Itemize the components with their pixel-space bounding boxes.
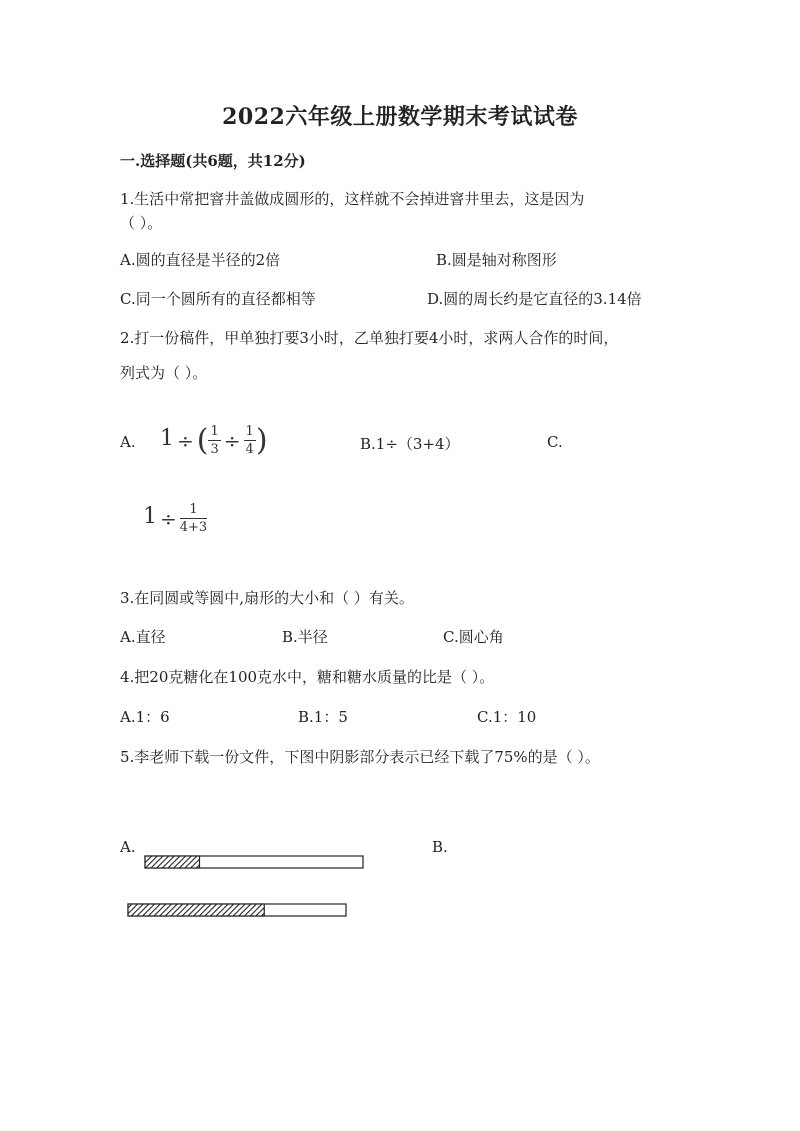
- fraction-one-third: [208, 425, 220, 456]
- question-1-blank: （ ）。: [120, 214, 163, 232]
- q1-option-a[interactable]: A.圆的直径是半径的2倍: [120, 251, 281, 269]
- bar-b-shaded: [128, 904, 264, 916]
- page-title: 2022六年级上册数学期末考试试卷: [222, 104, 578, 130]
- fraction-denominator: 3: [210, 442, 219, 457]
- right-paren: ): [255, 423, 268, 458]
- divide-sign: ÷: [223, 428, 241, 453]
- q2-option-a-formula: [160, 423, 268, 458]
- question-2-text: 2.打一份稿件，甲单独打要3小时，乙单独打要4小时，求两人合作的时间，: [120, 329, 619, 347]
- question-1-text: 1.生活中常把窨井盖做成圆形的，这样就不会掉进窨井里去，这是因为: [120, 190, 585, 208]
- q3-option-c[interactable]: C.圆心角: [443, 628, 504, 646]
- q4-option-b[interactable]: B.1：5: [298, 708, 348, 726]
- formula-one: 1: [160, 426, 174, 451]
- bar-b-outline: [128, 904, 346, 916]
- fraction-denominator: 4: [245, 442, 254, 457]
- divide-sign: ÷: [160, 506, 177, 531]
- fraction-numerator: 1: [210, 424, 219, 439]
- section-heading: 一.选择题(共6题，共12分): [120, 152, 306, 170]
- left-paren: (: [196, 423, 209, 458]
- divide-sign: ÷: [177, 428, 194, 453]
- bar-a-outline: [145, 856, 363, 868]
- question-5-text: 5.李老师下载一份文件，下图中阴影部分表示已经下载了75%的是（ ）。: [120, 748, 600, 766]
- formula-one: 1: [143, 504, 157, 529]
- question-2-blank: 列式为（ ）。: [120, 364, 208, 382]
- fraction-numerator: 1: [245, 424, 254, 439]
- bar-a-group: [145, 856, 363, 868]
- q1-option-d[interactable]: D.圆的周长约是它直径的3.14倍: [427, 290, 642, 308]
- q2-option-b[interactable]: B.1÷（3+4）: [360, 435, 460, 453]
- q3-option-b[interactable]: B.半径: [282, 628, 328, 646]
- q5-option-b-label[interactable]: B.: [432, 838, 448, 856]
- q2-option-c-formula: [143, 503, 207, 534]
- q4-option-c[interactable]: C.1：10: [477, 708, 537, 726]
- q5-option-a-label[interactable]: A.: [120, 838, 136, 856]
- q2-option-c-label[interactable]: C.: [547, 433, 563, 451]
- fraction-one-over-sum: [180, 503, 207, 534]
- q2-option-a-label[interactable]: A.: [120, 433, 136, 451]
- bar-a-shaded: [145, 856, 200, 868]
- fraction-one-fourth: [244, 425, 256, 456]
- q3-option-a[interactable]: A.直径: [120, 628, 166, 646]
- q1-option-b[interactable]: B.圆是轴对称图形: [436, 251, 557, 269]
- question-3-text: 3.在同圆或等圆中,扇形的大小和（ ）有关。: [120, 589, 414, 607]
- fraction-numerator: 1: [180, 503, 207, 519]
- bar-b-group: [128, 904, 346, 916]
- q4-option-a[interactable]: A.1：6: [120, 708, 170, 726]
- fraction-denominator: 4+3: [179, 520, 208, 535]
- q1-option-c[interactable]: C.同一个圆所有的直径都相等: [120, 290, 316, 308]
- question-4-text: 4.把20克糖化在100克水中，糖和糖水质量的比是（ ）。: [120, 668, 495, 686]
